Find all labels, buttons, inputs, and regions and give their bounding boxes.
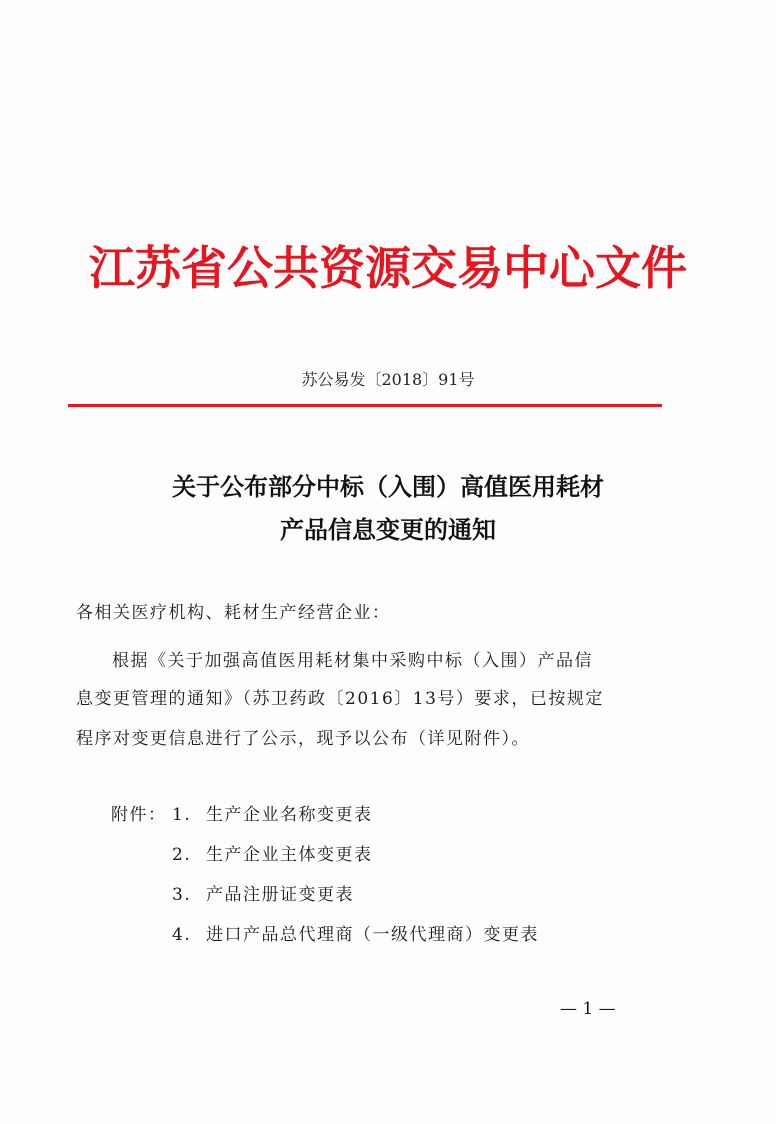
salutation: 各相关医疗机构、耗材生产经营企业：	[76, 603, 391, 623]
notice-title-line-1: 关于公布部分中标（入围）高值医用耗材	[172, 473, 604, 501]
paragraph-line-2: 息变更管理的通知》（苏卫药政〔2016〕13号）要求，已按规定	[76, 689, 604, 709]
paragraph-line-3: 程序对变更信息进行了公示，现予以公布（详见附件）。	[76, 729, 530, 749]
paragraph-line-1: 根据《关于加强高值医用耗材集中采购中标（入围）产品信	[112, 651, 593, 671]
attachment-text: 生产企业主体变更表	[206, 845, 373, 865]
masthead-title: 江苏省公共资源交易中心文件	[89, 241, 687, 295]
attachment-number: 1.	[172, 805, 192, 825]
attachment-item	[172, 922, 539, 948]
attachment-item	[172, 842, 373, 868]
page-number: — 1 —	[560, 999, 616, 1019]
attachment-number: 3.	[172, 885, 192, 905]
document-number: 苏公易发〔2018〕91号	[301, 370, 475, 389]
red-divider-line	[68, 404, 662, 407]
attachment-number: 4.	[172, 925, 192, 945]
notice-title-line-2: 产品信息变更的通知	[280, 516, 496, 544]
attachment-text: 产品注册证变更表	[206, 885, 354, 905]
attachment-text: 生产企业名称变更表	[206, 805, 373, 825]
attachment-item	[172, 882, 354, 908]
attachments-label: 附件：	[111, 805, 167, 825]
attachment-text: 进口产品总代理商（一级代理商）变更表	[206, 925, 539, 945]
attachment-item	[172, 802, 373, 828]
attachment-number: 2.	[172, 845, 192, 865]
